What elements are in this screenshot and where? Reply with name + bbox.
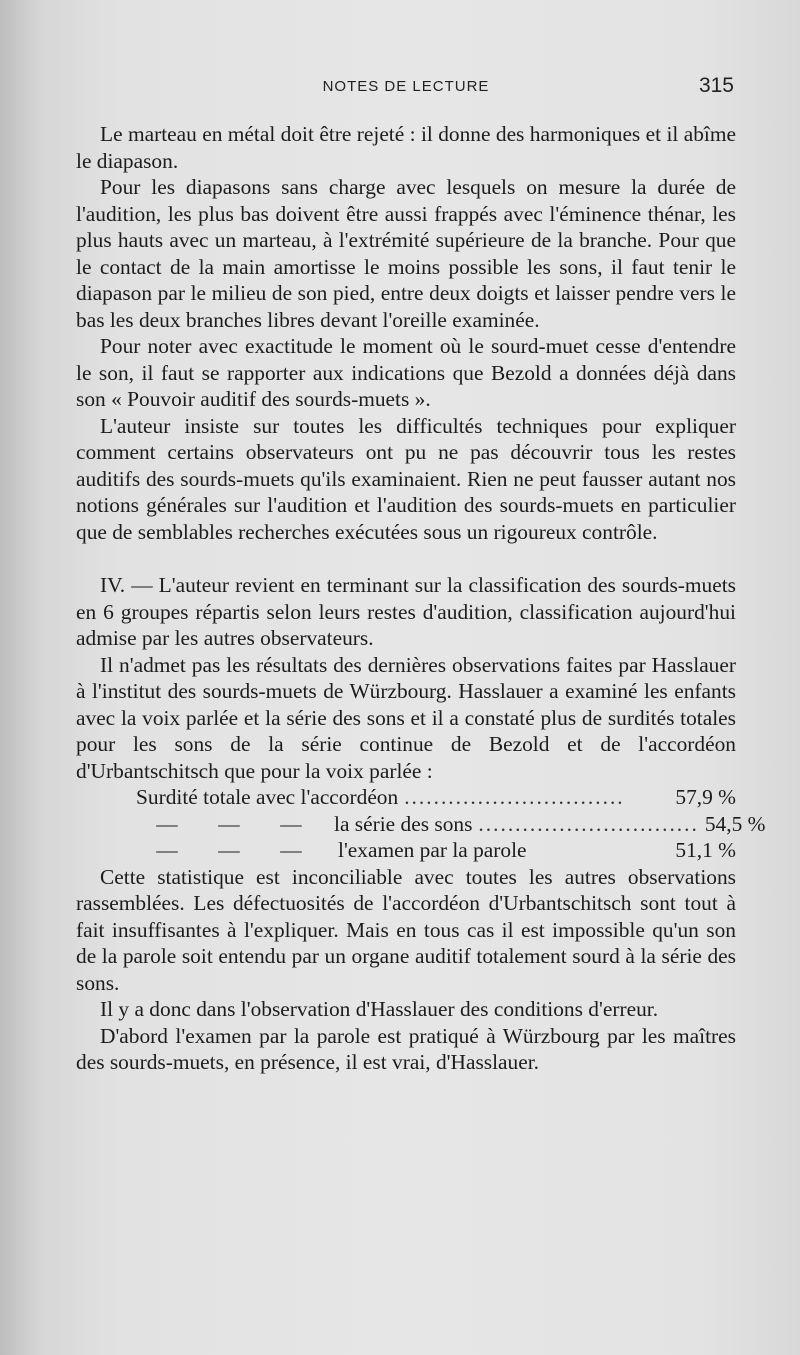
ditto-dashes: — — — [156,838,302,862]
paragraph: Cette statistique est inconciliable avec toutes les autres observations rassemblées. Les défectuosités de l'accordéon d'Urbantschitsch sont tout à fait insuffisantes à l'expliquer. Mais en tous cas il est impossible qu'un son de la parole soit entendu par un organe auditif totalement sourd à la série des sons. [76,864,736,995]
page-header [76,74,736,104]
stat-label: Surdité totale avec l'accordéon [136,785,399,809]
leader-dots: .............................. [478,811,699,836]
page-number: 315 [698,74,734,97]
paragraph: L'auteur insiste sur toutes les difficultés techniques pour expliquer comment certains observateurs ont pu ne pas découvrir tous les restes auditifs des sourds-muets qu'ils examinaient. Rien ne peut fausser autant nos notions générales sur l'audition et l'audition des sourds-muets en particulier que de semblables recherches exécutées sous un rigoureux contrôle. [76,413,736,544]
stat-row [76,784,736,811]
section-paragraph: IV. — L'auteur revient en terminant sur la classification des sourds-muets en 6 groupes répartis selon leurs restes d'audition, classification aujourd'hui admise par les autres observateurs. [76,573,736,650]
stat-label: l'examen par la parole [338,838,527,862]
statistics-table [76,784,766,864]
paragraph: Il y a donc dans l'observation d'Hasslauer des conditions d'erreur. [100,997,659,1021]
paragraph: Il n'admet pas les résultats des dernières observations faites par Hasslauer à l'institut des sourds-muets de Würzbourg. Hasslauer a examiné les enfants avec la voix parlée et la série des sons et il a constaté plus de surdités totales pour les sons de la série continue de Bezold et de l'accordéon d'Urbantschitsch que pour la voix parlée : [76,652,736,783]
paragraph: Le marteau en métal doit être rejeté : il donne des harmoniques et il abîme le diapason. [76,122,736,173]
leader-dots: .............................. [404,785,625,809]
paragraph: Pour noter avec exactitude le moment où le sourd-muet cesse d'entendre le son, il faut se rapporter aux indications que Bezold a données déjà dans son « Pouvoir auditif des sourds-muets ». [76,334,736,411]
stat-row [76,837,736,864]
paragraph: D'abord l'examen par la parole est pratiqué à Würzbourg par les maîtres des sourds-muets, en présence, il est vrai, d'Hasslauer. [76,1023,736,1074]
paragraph: Pour les diapasons sans charge avec lesquels on mesure la durée de l'audition, les plus bas doivent être aussi frappés avec l'éminence thénar, les plus hauts avec un marteau, à l'extrémité supérieure de la branche. Pour que le contact de la main amortisse le moins possible les sons, il faut tenir le diapason par le milieu de son pied, entre deux doigts et laisser pendre vers le bas les deux branches libres devant l'oreille examinée. [76,175,736,332]
stat-row [76,811,766,838]
stat-value: 54,5 % [704,811,766,836]
running-title: NOTES DE LECTURE [322,78,490,95]
ditto-dashes: — — — [156,811,302,836]
stat-label: la série des sons [334,811,473,836]
body-text [76,121,766,1076]
stat-value: 57,9 % [675,785,736,809]
stat-value: 51,1 % [675,838,736,862]
